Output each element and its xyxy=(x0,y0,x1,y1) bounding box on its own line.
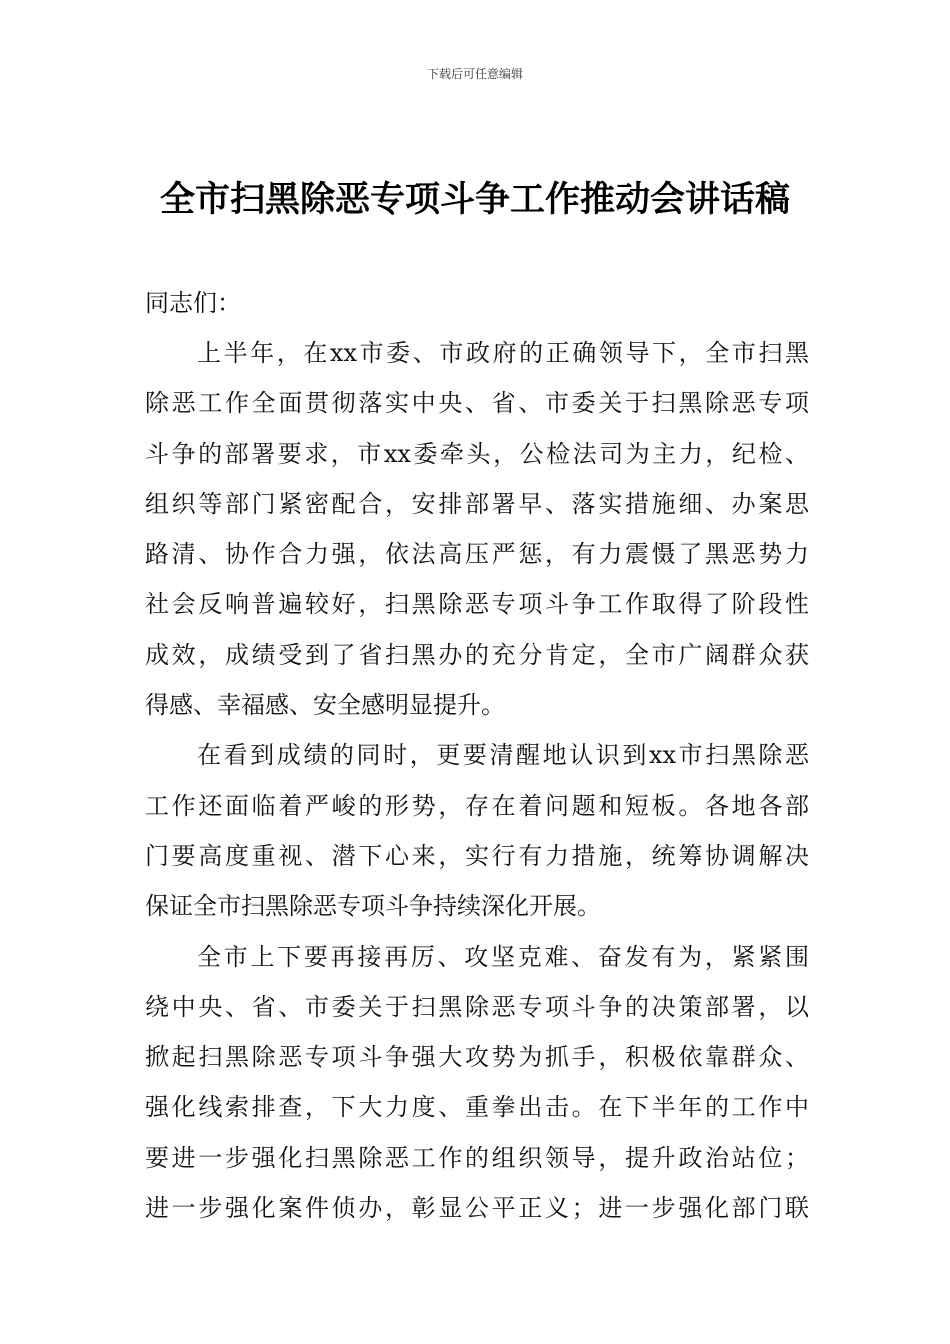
paragraph-line: 社会反响普遍较好，扫黑除恶专项斗争工作取得了阶段性 xyxy=(145,590,809,619)
paragraph-line: 强化线索排查，下大力度、重拳出击。在下半年的工作中 xyxy=(145,1093,809,1122)
paragraph-line: 得感、幸福感、安全感明显提升。 xyxy=(145,691,505,720)
paragraph-line: 要进一步强化扫黑除恶工作的组织领导，提升政治站位； xyxy=(145,1143,809,1172)
paragraph-line: 门要高度重视、潜下心来，实行有力措施，统筹协调解决 xyxy=(145,841,809,870)
document-title: 全市扫黑除恶专项斗争工作推动会讲话稿 xyxy=(159,179,790,220)
paragraph-line: 在看到成绩的同时，更要清醒地认识到xx市扫黑除恶 xyxy=(197,741,809,770)
paragraph-line: 除恶工作全面贯彻落实中央、省、市委关于扫黑除恶专项 xyxy=(145,389,809,418)
paragraph-line: 保证全市扫黑除恶专项斗争持续深化开展。 xyxy=(145,892,601,921)
paragraph-2 xyxy=(145,730,809,931)
paragraph-1 xyxy=(145,328,809,730)
paragraph-line: 斗争的部署要求，市xx委牵头，公检法司为主力，纪检、 xyxy=(145,439,809,468)
paragraph-line: 进一步强化案件侦办，彰显公平正义；进一步强化部门联 xyxy=(145,1194,809,1223)
paragraph-line: 工作还面临着严峻的形势，存在着问题和短板。各地各部 xyxy=(145,791,809,820)
paragraph-3 xyxy=(145,932,809,1234)
paragraph-line: 组织等部门紧密配合，安排部署早、落实措施细、办案思 xyxy=(145,489,809,518)
document-body xyxy=(145,278,809,1233)
paragraph-line: 上半年，在xx市委、市政府的正确领导下，全市扫黑 xyxy=(197,339,809,367)
paragraph-line: 绕中央、省、市委关于扫黑除恶专项斗争的决策部署，以 xyxy=(145,992,809,1021)
paragraph-line: 路清、协作合力强，依法高压严惩，有力震慑了黑恶势力 xyxy=(145,540,809,569)
paragraph-line: 掀起扫黑除恶专项斗争强大攻势为抓手，积极依靠群众、 xyxy=(145,1043,809,1072)
salutation: 同志们： xyxy=(145,289,241,317)
paragraph-line: 全市上下要再接再厉、攻坚克难、奋发有为，紧紧围 xyxy=(197,942,809,971)
page-header-note: 下载后可任意编辑 xyxy=(426,67,523,81)
paragraph-line: 成效，成绩受到了省扫黑办的充分肯定，全市广阔群众获 xyxy=(145,640,809,669)
